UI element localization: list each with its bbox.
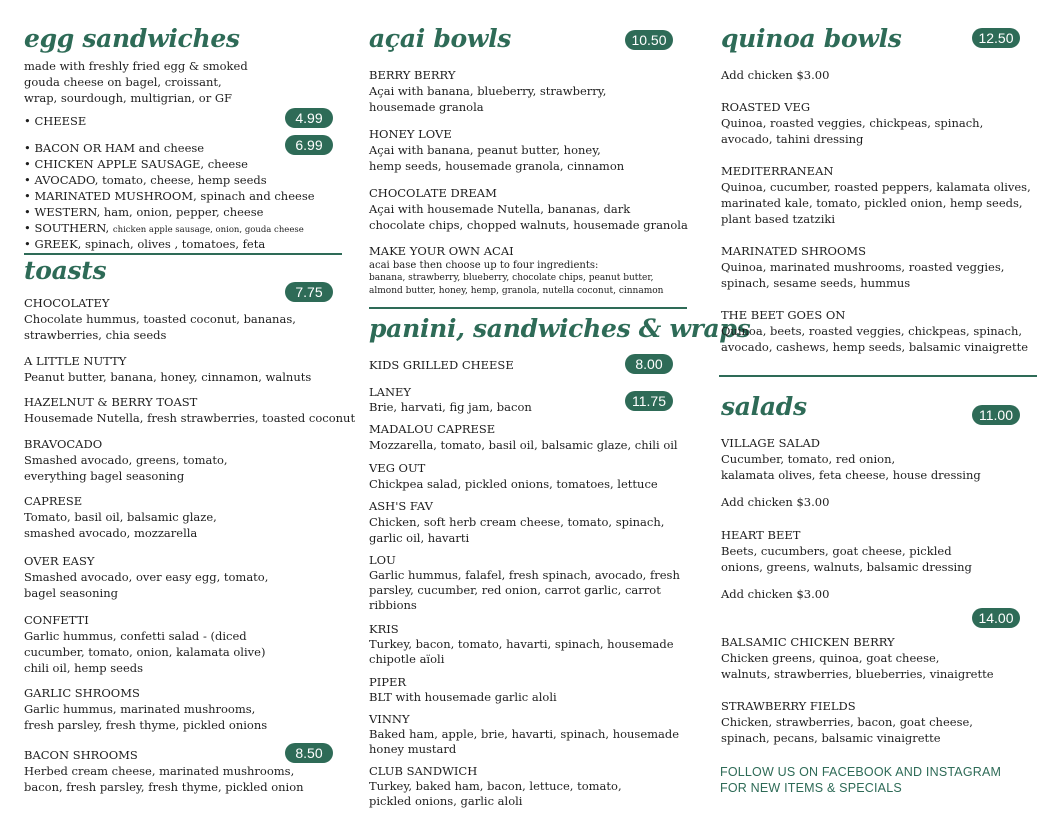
add-chicken-note: Add chicken $3.00 bbox=[721, 68, 830, 82]
price-badge: 11.00 bbox=[972, 405, 1020, 425]
menu-item-name: CAPRESE bbox=[24, 494, 83, 508]
menu-item-desc: parsley, cucumber, red onion, carrot garlic, carrot bbox=[369, 583, 661, 597]
menu-item-desc: fresh parsley, fresh thyme, pickled onions bbox=[24, 718, 268, 732]
menu-item-desc: Turkey, bacon, tomato, havarti, spinach, housemade bbox=[369, 637, 674, 651]
menu-item-name: CONFETTI bbox=[24, 613, 89, 627]
menu-item-desc: Cucumber, tomato, red onion, bbox=[721, 452, 896, 466]
menu-item-desc: Beets, cucumbers, goat cheese, pickled bbox=[721, 544, 952, 558]
menu-item-desc: BLT with housemade garlic aloli bbox=[369, 690, 557, 704]
menu-item-desc: acai base then choose up to four ingredients: bbox=[369, 260, 599, 271]
menu-item-desc: chili oil, hemp seeds bbox=[24, 661, 144, 675]
section-title-egg-sandwiches: egg sandwiches bbox=[24, 24, 240, 53]
menu-item-desc: Garlic hummus, falafel, fresh spinach, avocado, fresh bbox=[369, 568, 680, 582]
menu-item-desc: ribbions bbox=[369, 598, 417, 612]
price-badge: 12.50 bbox=[972, 28, 1020, 48]
menu-item-name: CHOCOLATE DREAM bbox=[369, 186, 497, 200]
menu-item-name: THE BEET GOES ON bbox=[721, 308, 846, 322]
egg-intro-line: wrap, sourdough, multigrian, or GF bbox=[24, 91, 233, 105]
menu-item-desc: Quinoa, marinated mushrooms, roasted veggies, bbox=[721, 260, 1005, 274]
menu-item-name: MAKE YOUR OWN ACAI bbox=[369, 244, 514, 258]
menu-item-name: CLUB SANDWICH bbox=[369, 764, 478, 778]
menu-item-desc: walnuts, strawberries, blueberries, vinaigrette bbox=[721, 667, 994, 681]
egg-item-greek: • GREEK, spinach, olives , tomatoes, feta bbox=[24, 237, 266, 251]
menu-item-name: KRIS bbox=[369, 622, 399, 636]
egg-item-cheese: • CHEESE bbox=[24, 114, 87, 128]
menu-item-desc: avocado, tahini dressing bbox=[721, 132, 864, 146]
menu-item-desc: housemade granola bbox=[369, 100, 484, 114]
menu-item-desc: everything bagel seasoning bbox=[24, 469, 185, 483]
menu-item-desc: Quinoa, cucumber, roasted peppers, kalamata olives, bbox=[721, 180, 1031, 194]
menu-item-name: VILLAGE SALAD bbox=[721, 436, 821, 450]
menu-item-desc: spinach, pecans, balsamic vinaigrette bbox=[721, 731, 941, 745]
price-badge: 4.99 bbox=[285, 108, 333, 128]
menu-item-name: VEG OUT bbox=[369, 461, 426, 475]
menu-item-desc: bagel seasoning bbox=[24, 586, 118, 600]
menu-item-desc: chipotle aïoli bbox=[369, 652, 445, 666]
menu-item-desc: Chickpea salad, pickled onions, tomatoes, lettuce bbox=[369, 477, 658, 491]
menu-item-desc: Quinoa, beets, roasted veggies, chickpeas, spinach, bbox=[721, 324, 1023, 338]
price-badge: 8.50 bbox=[285, 743, 333, 763]
menu-item-name: PIPER bbox=[369, 675, 407, 689]
section-title-acai-bowls: açai bowls bbox=[369, 24, 512, 53]
section-title-toasts: toasts bbox=[24, 256, 107, 285]
menu-item-name: MARINATED SHROOMS bbox=[721, 244, 867, 258]
egg-item-avocado: • AVOCADO, tomato, cheese, hemp seeds bbox=[24, 173, 267, 187]
menu-item-desc: Peanut butter, banana, honey, cinnamon, walnuts bbox=[24, 370, 312, 384]
menu-item-desc: Açai with housemade Nutella, bananas, dark bbox=[369, 202, 631, 216]
menu-item-name: HEART BEET bbox=[721, 528, 801, 542]
menu-item-name: LANEY bbox=[369, 385, 411, 399]
menu-item-desc: Chicken, strawberries, bacon, goat cheese, bbox=[721, 715, 973, 729]
egg-item-marinated: • MARINATED MUSHROOM, spinach and cheese bbox=[24, 189, 315, 203]
menu-item-name: BACON SHROOMS bbox=[24, 748, 138, 762]
section-divider bbox=[719, 375, 1037, 377]
menu-item-name: STRAWBERRY FIELDS bbox=[721, 699, 856, 713]
menu-item-desc: Smashed avocado, over easy egg, tomato, bbox=[24, 570, 269, 584]
section-title-quinoa-bowls: quinoa bowls bbox=[721, 24, 902, 53]
menu-item-desc: Açai with banana, blueberry, strawberry, bbox=[369, 84, 607, 98]
menu-item-desc: Housemade Nutella, fresh strawberries, toasted coconut bbox=[24, 411, 356, 425]
follow-line: FOR NEW ITEMS & SPECIALS bbox=[720, 781, 902, 795]
egg-intro-line: gouda cheese on bagel, croissant, bbox=[24, 75, 222, 89]
price-badge: 8.00 bbox=[625, 354, 673, 374]
add-chicken-note: Add chicken $3.00 bbox=[721, 587, 830, 601]
menu-item-desc: Açai with banana, peanut butter, honey, bbox=[369, 143, 601, 157]
add-chicken-note: Add chicken $3.00 bbox=[721, 495, 830, 509]
menu-item-name: CHOCOLATEY bbox=[24, 296, 110, 310]
menu-item-desc: Garlic hummus, confetti salad - (diced bbox=[24, 629, 247, 643]
menu-item-name: MADALOU CAPRESE bbox=[369, 422, 496, 436]
menu-item-name: HONEY LOVE bbox=[369, 127, 452, 141]
menu-item-desc: Baked ham, apple, brie, havarti, spinach, housemade bbox=[369, 727, 680, 741]
egg-item-southern-name: • SOUTHERN, bbox=[24, 221, 110, 235]
menu-item-desc: bacon, fresh parsley, fresh thyme, pickled onion bbox=[24, 780, 304, 794]
section-title-panini: panini, sandwiches & wraps bbox=[369, 314, 751, 343]
menu-item-name: LOU bbox=[369, 553, 396, 567]
egg-intro-line: made with freshly fried egg & smoked bbox=[24, 59, 248, 73]
menu-item-desc: Brie, harvati, fig jam, bacon bbox=[369, 400, 532, 414]
egg-item-southern-desc: chicken apple sausage, onion, gouda cheese bbox=[112, 225, 304, 235]
egg-item-bacon: • BACON OR HAM and cheese bbox=[24, 141, 205, 155]
menu-item-name: VINNY bbox=[369, 712, 410, 726]
menu-item-desc: cucumber, tomato, onion, kalamata olive) bbox=[24, 645, 266, 659]
menu-item-desc: honey mustard bbox=[369, 742, 457, 756]
menu-item-desc: Chocolate hummus, toasted coconut, bananas, bbox=[24, 312, 296, 326]
menu-item-desc: Mozzarella, tomato, basil oil, balsamic glaze, chili oil bbox=[369, 438, 678, 452]
menu-item-desc: Turkey, baked ham, bacon, lettuce, tomato, bbox=[369, 779, 622, 793]
price-badge: 14.00 bbox=[972, 608, 1020, 628]
price-badge: 6.99 bbox=[285, 135, 333, 155]
menu-item-desc: Chicken greens, quinoa, goat cheese, bbox=[721, 651, 940, 665]
menu-item-name: BRAVOCADO bbox=[24, 437, 103, 451]
menu-item-desc: banana, strawberry, blueberry, chocolate chips, peanut butter, bbox=[369, 273, 654, 283]
section-divider bbox=[369, 307, 687, 309]
section-divider bbox=[24, 253, 342, 255]
menu-item-desc: kalamata olives, feta cheese, house dressing bbox=[721, 468, 981, 482]
menu-item-desc: hemp seeds, housemade granola, cinnamon bbox=[369, 159, 625, 173]
menu-item-name: ROASTED VEG bbox=[721, 100, 811, 114]
menu-item-name: ASH'S FAV bbox=[369, 499, 433, 513]
menu-item-desc: marinated kale, tomato, pickled onion, hemp seeds, bbox=[721, 196, 1023, 210]
menu-item-desc: Tomato, basil oil, balsamic glaze, bbox=[24, 510, 217, 524]
egg-item-chicken: • CHICKEN APPLE SAUSAGE, cheese bbox=[24, 157, 248, 171]
menu-item-desc: avocado, cashews, hemp seeds, balsamic vinaigrette bbox=[721, 340, 1029, 354]
menu-item-name: BERRY BERRY bbox=[369, 68, 456, 82]
menu-item-name: KIDS GRILLED CHEESE bbox=[369, 358, 514, 372]
menu-item-desc: Herbed cream cheese, marinated mushrooms, bbox=[24, 764, 295, 778]
menu-item-name: BALSAMIC CHICKEN BERRY bbox=[721, 635, 895, 649]
menu-item-desc: Garlic hummus, marinated mushrooms, bbox=[24, 702, 256, 716]
menu-item-desc: Quinoa, roasted veggies, chickpeas, spinach, bbox=[721, 116, 984, 130]
price-badge: 10.50 bbox=[625, 30, 673, 50]
menu-item-desc: spinach, sesame seeds, hummus bbox=[721, 276, 911, 290]
menu-item-desc: garlic oil, havarti bbox=[369, 531, 470, 545]
menu-item-name: MEDITERRANEAN bbox=[721, 164, 834, 178]
menu-item-desc: smashed avocado, mozzarella bbox=[24, 526, 198, 540]
egg-item-western: • WESTERN, ham, onion, pepper, cheese bbox=[24, 205, 264, 219]
menu-item-desc: pickled onions, garlic aloli bbox=[369, 794, 523, 808]
menu-item-name: GARLIC SHROOMS bbox=[24, 686, 140, 700]
menu-item-name: OVER EASY bbox=[24, 554, 95, 568]
section-title-salads: salads bbox=[721, 392, 807, 421]
menu-item-desc: almond butter, honey, hemp, granola, nutella coconut, cinnamon bbox=[369, 286, 664, 296]
menu-item-name: A LITTLE NUTTY bbox=[24, 354, 127, 368]
price-badge: 7.75 bbox=[285, 282, 333, 302]
menu-item-desc: chocolate chips, chopped walnuts, housemade granola bbox=[369, 218, 688, 232]
menu-item-desc: strawberries, chia seeds bbox=[24, 328, 167, 342]
menu-item-name: HAZELNUT & BERRY TOAST bbox=[24, 395, 198, 409]
menu-item-desc: plant based tzatziki bbox=[721, 212, 836, 226]
price-badge: 11.75 bbox=[625, 391, 673, 411]
menu-item-desc: Smashed avocado, greens, tomato, bbox=[24, 453, 228, 467]
follow-line: FOLLOW US ON FACEBOOK AND INSTAGRAM bbox=[720, 765, 1002, 779]
menu-item-desc: Chicken, soft herb cream cheese, tomato, spinach, bbox=[369, 515, 665, 529]
menu-item-desc: onions, greens, walnuts, balsamic dressing bbox=[721, 560, 972, 574]
